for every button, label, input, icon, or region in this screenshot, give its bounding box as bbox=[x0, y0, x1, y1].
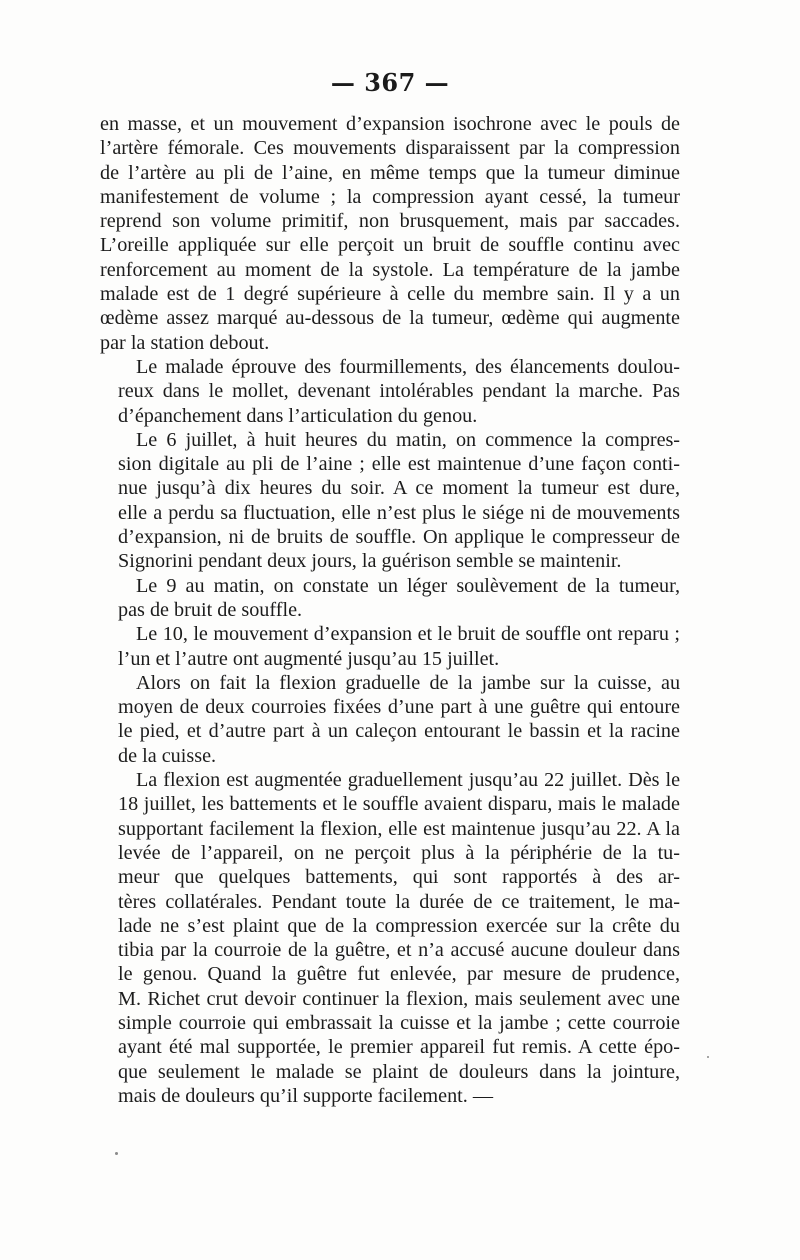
paragraph bbox=[100, 768, 680, 1108]
text-line: que seulement le malade se plaint de douleurs dans la jointure, bbox=[118, 1060, 680, 1083]
text-line: d’expansion, ni de bruits de souffle. On applique le compresseur de bbox=[118, 526, 680, 549]
text-line: Signorini pendant deux jours, la guérison semble se maintenir. bbox=[118, 550, 622, 573]
text-line: l’artère fémorale. Ces mouvements disparaissent par la compression bbox=[100, 137, 680, 160]
text-line: reprend son volume primitif, non brusquement, mais par saccades. bbox=[100, 210, 680, 233]
text-line: levée de l’appareil, on ne perçoit plus à la périphérie de la tu- bbox=[118, 841, 680, 864]
text-line: La flexion est augmentée graduellement jusqu’au 22 juillet. Dès le bbox=[136, 769, 680, 792]
text-line: manifestement de volume ; la compression ayant cessé, la tumeur bbox=[100, 185, 680, 208]
text-line: sion digitale au pli de l’aine ; elle est maintenue d’une façon conti- bbox=[118, 453, 680, 476]
text-line: Le 10, le mouvement d’expansion et le bruit de souffle ont reparu ; bbox=[136, 623, 680, 646]
paragraph bbox=[100, 671, 680, 768]
body-text bbox=[100, 112, 680, 1108]
text-line: œdème assez marqué au-dessous de la tumeur, œdème qui augmente bbox=[100, 307, 680, 330]
text-line: simple courroie qui embrassait la cuisse et la jambe ; cette courroie bbox=[118, 1011, 680, 1034]
text-line: par la station debout. bbox=[100, 331, 270, 354]
text-line: d’épanchement dans l’articulation du genou. bbox=[118, 404, 478, 427]
text-line: de la cuisse. bbox=[118, 744, 217, 767]
paragraph bbox=[100, 355, 680, 428]
text-line: Alors on fait la flexion graduelle de la jambe sur la cuisse, au bbox=[136, 671, 680, 694]
text-line: pas de bruit de souffle. bbox=[118, 598, 303, 621]
text-line: de l’artère au pli de l’aine, en même temps que la tumeur diminue bbox=[100, 161, 680, 184]
text-line: nue jusqu’à dix heures du soir. A ce moment la tumeur est dure, bbox=[118, 477, 680, 500]
text-line: mais de douleurs qu’il supporte facilement. — bbox=[118, 1084, 494, 1107]
text-line: Le 6 juillet, à huit heures du matin, on commence la compres- bbox=[136, 428, 680, 451]
text-line: le pied, et d’autre part à un caleçon entourant le bassin et la racine bbox=[118, 720, 680, 743]
paragraph bbox=[100, 622, 680, 671]
text-line: renforcement au moment de la systole. La température de la jambe bbox=[100, 258, 680, 281]
paragraph bbox=[100, 112, 680, 355]
text-line: tibia par la courroie de la guêtre, et n’a accusé aucune douleur dans bbox=[118, 939, 680, 962]
text-line: elle a perdu sa fluctuation, elle n’est plus le siége ni de mouvements bbox=[118, 501, 680, 524]
ink-speck bbox=[115, 1152, 118, 1155]
text-line: ayant été mal supportée, le premier appareil fut remis. A cette épo- bbox=[118, 1036, 680, 1059]
text-line: Le malade éprouve des fourmillements, des élancements doulou- bbox=[136, 355, 680, 378]
paragraph bbox=[100, 574, 680, 623]
text-line: moyen de deux courroies fixées d’une part à une guêtre qui entoure bbox=[118, 696, 680, 719]
text-line: meur que quelques battements, qui sont rapportés à des ar- bbox=[118, 866, 680, 889]
text-line: en masse, et un mouvement d’expansion isochrone avec le pouls de bbox=[100, 113, 680, 135]
text-line: supportant facilement la flexion, elle est maintenue jusqu’au 22. A la bbox=[118, 817, 680, 840]
text-line: malade est de 1 degré supérieure à celle du membre sain. Il y a un bbox=[100, 283, 680, 306]
text-line: 18 juillet, les battements et le souffle avaient disparu, mais le malade bbox=[118, 793, 680, 816]
text-line: reux dans le mollet, devenant intolérables pendant la marche. Pas bbox=[118, 380, 680, 403]
text-line: Le 9 au matin, on constate un léger soulèvement de la tumeur, bbox=[136, 574, 680, 597]
paragraph bbox=[100, 428, 680, 574]
text-line: le genou. Quand la guêtre fut enlevée, par mesure de prudence, bbox=[118, 963, 680, 986]
text-line: lade ne s’est plaint que de la compression exercée sur la crête du bbox=[118, 914, 680, 937]
text-line: tères collatérales. Pendant toute la durée de ce traitement, le ma- bbox=[118, 890, 680, 913]
text-line: l’un et l’autre ont augmenté jusqu’au 15 juillet. bbox=[118, 647, 500, 670]
ink-speck bbox=[707, 1056, 709, 1058]
page-number: — 367 — bbox=[330, 68, 450, 97]
text-line: L’oreille appliquée sur elle perçoit un bruit de souffle continu avec bbox=[100, 234, 680, 257]
text-line: M. Richet crut devoir continuer la flexion, mais seulement avec une bbox=[118, 987, 680, 1010]
